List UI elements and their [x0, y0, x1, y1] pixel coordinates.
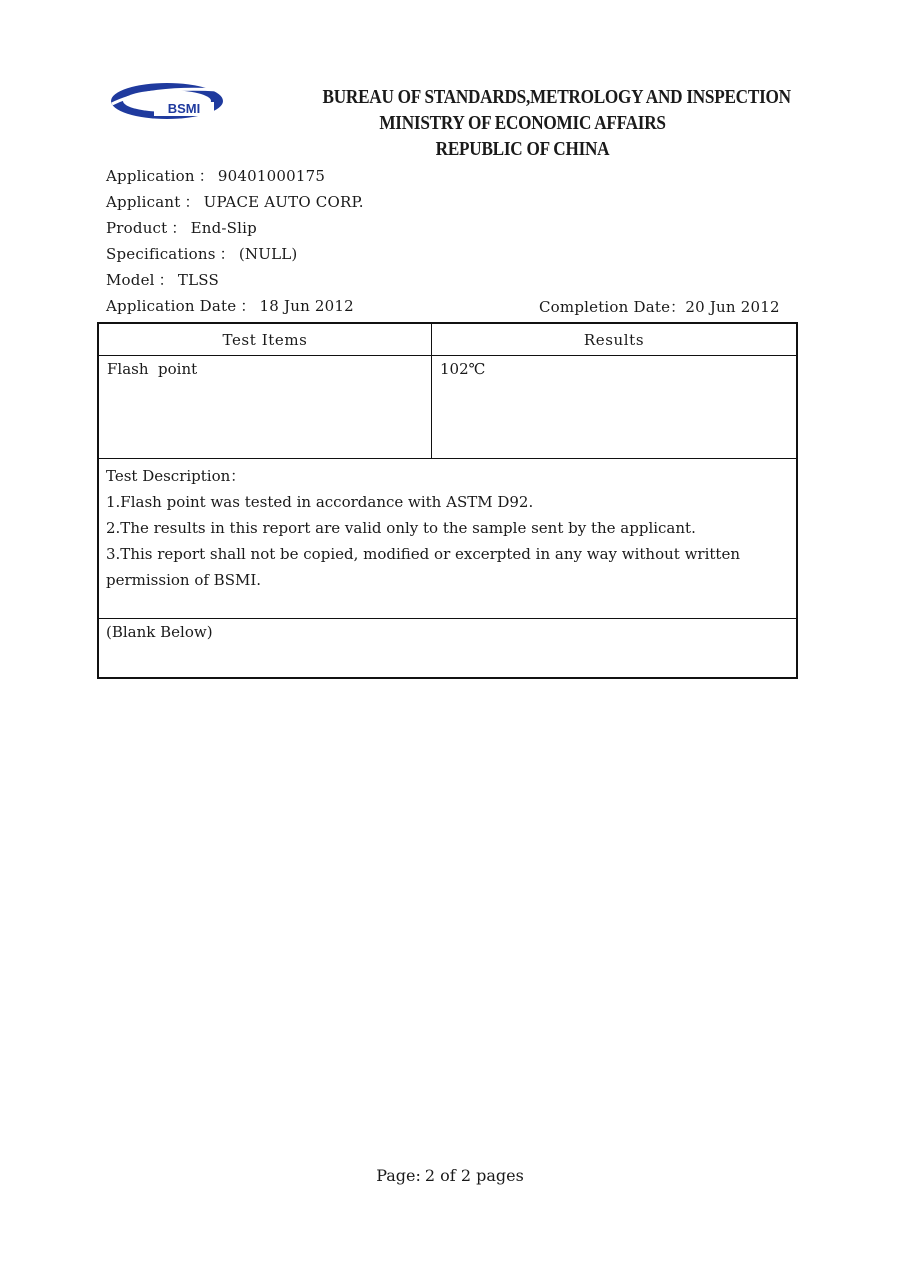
test-item-cell: Flash point — [98, 356, 432, 459]
completion-date: Completion Date：20 Jun 2012 — [539, 298, 780, 316]
header-ministry: MINISTRY OF ECONOMIC AFFAIRS — [379, 112, 666, 134]
header-country: REPUBLIC OF CHINA — [435, 138, 610, 160]
bsmi-logo — [108, 80, 226, 122]
header-results: Results — [432, 323, 798, 356]
blank-row — [98, 619, 797, 679]
header-test-items: Test Items — [98, 323, 432, 356]
header-bureau: BUREAU OF STANDARDS,METROLOGY AND INSPECTION — [322, 86, 791, 108]
svg-text:BSMI: BSMI — [167, 101, 201, 116]
blank-below: (Blank Below) — [98, 619, 797, 679]
table-header-row — [98, 323, 797, 356]
page-label: Page: — [376, 1166, 421, 1185]
description-line: permission of BSMI. — [106, 571, 262, 589]
page-number: 2 of 2 pages — [424, 1166, 524, 1185]
model: Model ： TLSS — [106, 271, 219, 289]
specifications: Specifications ： (NULL) — [106, 245, 298, 263]
test-result-cell: 102℃ — [432, 356, 798, 459]
test-description — [98, 459, 797, 619]
description-label: Test Description： — [106, 467, 246, 485]
applicant: Applicant ： UPACE AUTO CORP. — [106, 193, 364, 211]
description-line: 3.This report shall not be copied, modified or excerpted in any way without written — [106, 545, 740, 563]
application-number: Application ： 90401000175 — [106, 167, 326, 185]
product: Product ： End-Slip — [106, 219, 257, 237]
page-footer — [0, 1166, 900, 1186]
description-line: 2.The results in this report are valid only to the sample sent by the applicant. — [106, 519, 696, 537]
results-table — [97, 322, 798, 679]
table-row — [98, 356, 797, 459]
description-row — [98, 459, 797, 619]
application-date: Application Date ： 18 Jun 2012 — [106, 297, 354, 315]
document-header — [322, 84, 791, 162]
description-line: 1.Flash point was tested in accordance with ASTM D92. — [106, 493, 534, 511]
